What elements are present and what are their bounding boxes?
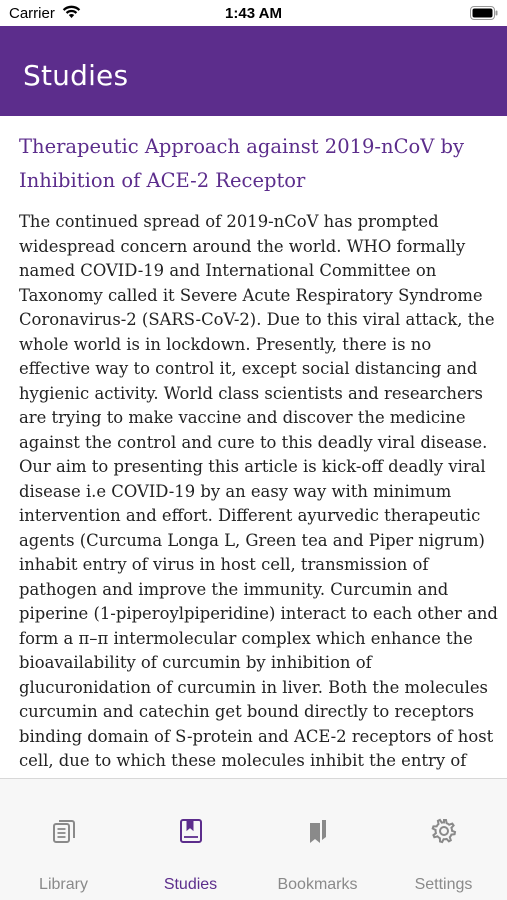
tab-studies[interactable] (127, 779, 254, 900)
article-body (19, 210, 497, 774)
article-body-line: named COVID-19 and International Committee on (19, 261, 437, 280)
article-body-line: agents (Curcuma Longa L, Green tea and Piper nigrum) (19, 530, 485, 550)
library-icon (51, 818, 77, 844)
article-body-line: Taxonomy called it Severe Acute Respiratory Syndrome (19, 285, 483, 305)
article-body-line: are trying to make vaccine and discover the medicine (19, 408, 466, 427)
article-body-line: cell, due to which these molecules inhibit the entry of (19, 751, 467, 770)
article-body-line: Coronavirus-2 (SARS-CoV-2). Due to this viral attack, the (19, 310, 495, 329)
page-title: Studies (23, 59, 129, 92)
tab-bookmarks[interactable] (254, 779, 381, 900)
tab-settings[interactable] (380, 779, 507, 900)
article-body-line: form a π–π intermolecular complex which enhance the (19, 628, 473, 648)
article-body-line: The continued spread of 2019-nCoV has prompted (19, 212, 439, 231)
article-body-line: whole world is in lockdown. Presently, there is no (19, 334, 432, 354)
article-body-line: pathogen and improve the immunity. Curcumin and (19, 579, 449, 599)
article-body-line: against the control and cure to this deadly viral disease. (19, 432, 488, 452)
article-title: Therapeutic Approach against 2019-nCoV by Inhibition of ACE-2 Receptor (19, 135, 465, 192)
tab-bar (0, 778, 507, 900)
article-body-line: inhabit entry of virus in host cell, transmission of (19, 555, 429, 574)
article-body-line: curcumin and catechin get bound directly to receptors (19, 702, 475, 721)
article-content[interactable] (0, 116, 507, 778)
tab-library[interactable] (0, 779, 127, 900)
article-body-line: effective way to control it, except social distancing and (19, 359, 478, 378)
article-body-line: glucuronidation of curcumin in liver. Both the molecules (19, 677, 488, 697)
article-body-line: widespread concern around the world. WHO formally (19, 236, 466, 256)
carrier-label: Carrier (9, 5, 55, 22)
gear-icon (431, 818, 457, 844)
navigation-bar (0, 26, 507, 116)
article-body-line: hygienic activity. World class scientists and researchers (19, 383, 483, 403)
status-bar (0, 0, 507, 26)
battery-icon (470, 6, 498, 20)
tab-label-settings: Settings (414, 876, 473, 893)
article-body-line: Our aim to presenting this article is kick-off deadly viral (19, 457, 486, 476)
tab-label-bookmarks: Bookmarks (277, 876, 358, 893)
tab-label-library: Library (39, 876, 88, 893)
article-body-line: binding domain of S-protein and ACE-2 receptors of host (19, 726, 494, 746)
article-body-line: disease i.e COVID-19 by an easy way with minimum (19, 481, 452, 501)
bookmarks-icon (305, 818, 331, 844)
article-body-line: intervention and effort. Different ayurvedic therapeutic (19, 506, 481, 525)
article-body-line: bioavailability of curcumin by inhibition of (19, 653, 372, 672)
tab-label-studies: Studies (163, 876, 218, 893)
book-icon (178, 818, 204, 844)
article-body-line: piperine (1-piperoylpiperidine) interact to each other and (19, 604, 498, 623)
status-time: 1:43 AM (225, 5, 282, 22)
